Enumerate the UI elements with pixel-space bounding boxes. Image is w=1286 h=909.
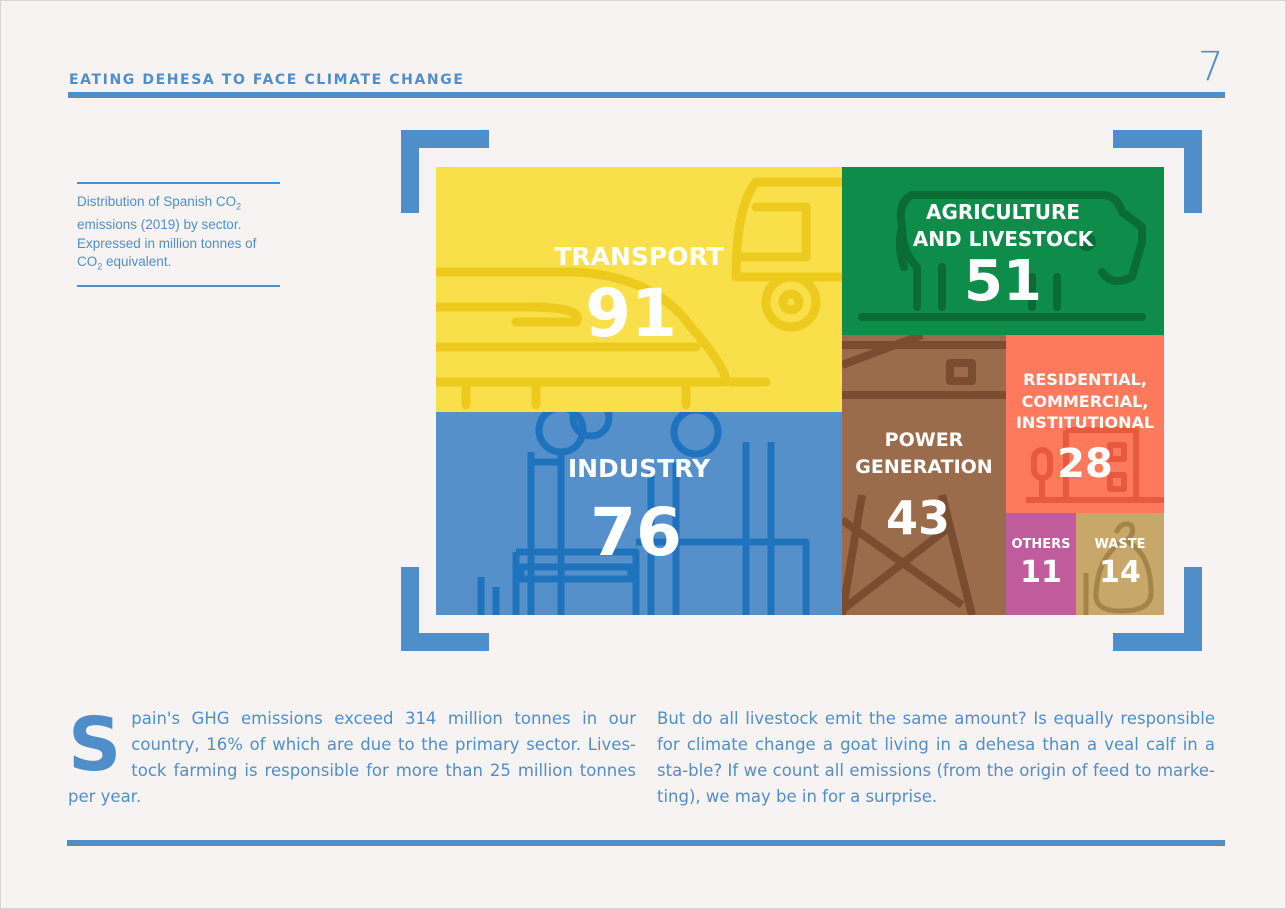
treemap-cell-power <box>842 335 1006 615</box>
running-header: EATING DEHESA TO FACE CLIMATE CHANGE <box>69 72 465 88</box>
others-label: OTHERS <box>1011 537 1071 552</box>
left-paragraph: pain's GHG emissions exceed 314 million tonnes in our country, 16% of which are due to the primary sector. Lives-tock farming is responsible for more than 25 million tonnes per year. <box>68 709 636 806</box>
industry-label: INDUSTRY <box>567 454 711 483</box>
agriculture-value: 51 <box>964 249 1042 314</box>
body-left-column <box>68 702 636 810</box>
page-number: 7 <box>1198 44 1224 90</box>
transport-value: 91 <box>585 275 677 352</box>
waste-value: 14 <box>1099 555 1141 590</box>
treemap-cell-others <box>1006 513 1076 615</box>
waste-label: WASTE <box>1094 537 1146 552</box>
treemap-cell-industry <box>436 412 842 615</box>
right-paragraph: But do all livestock emit the same amount? Is equally responsible for climate change a goat living in a dehesa than a veal calf in a sta-ble? If we count all emissions (from the origin of feed to marke-ting), we may be in for a surprise. <box>657 709 1215 806</box>
drop-cap: S <box>68 702 122 788</box>
residential-value: 28 <box>1057 441 1113 487</box>
treemap-cell-agriculture <box>842 167 1164 335</box>
body-right-column <box>657 706 1215 810</box>
header-rule <box>68 92 1225 98</box>
agriculture-label: AGRICULTURE AND LIVESTOCK <box>912 200 1094 251</box>
treemap-cell-residential <box>1006 335 1164 513</box>
emissions-treemap <box>436 167 1164 615</box>
industry-value: 76 <box>590 494 682 571</box>
transport-label: TRANSPORT <box>554 242 724 271</box>
footer-rule <box>67 840 1225 846</box>
others-value: 11 <box>1020 555 1062 590</box>
treemap-cell-waste <box>1076 513 1164 615</box>
treemap-cell-transport <box>436 167 842 412</box>
power-label: POWER GENERATION <box>855 429 993 478</box>
power-value: 43 <box>885 491 950 545</box>
residential-label: RESIDENTIAL, COMMERCIAL, INSTITUTIONAL <box>1015 370 1155 432</box>
figure-caption: Distribution of Spanish $CO_2$ emissions (2019) by sector. Expressed in million tonnes of $CO_2$ equivalent. <box>77 182 280 287</box>
